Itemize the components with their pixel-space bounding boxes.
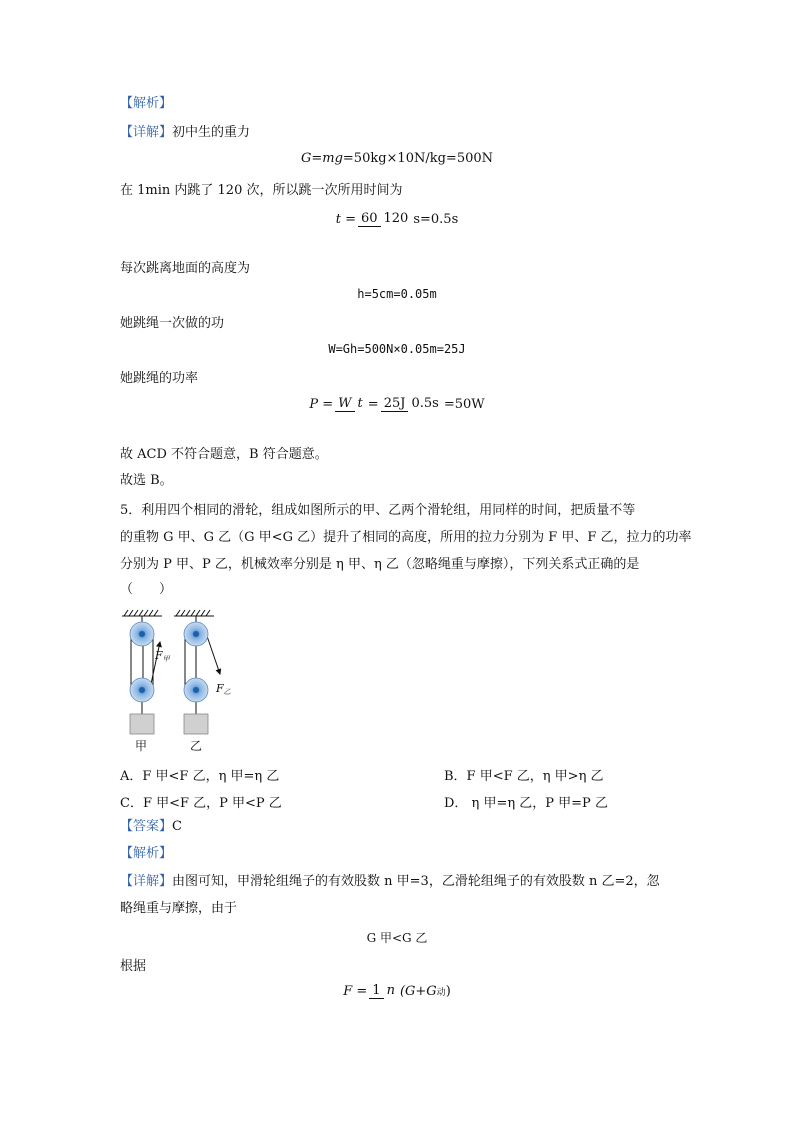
text-line-height: 每次跳离地面的高度为 [120, 261, 251, 276]
numerator: 60 [358, 211, 381, 227]
eq-lhs: G=mg [300, 151, 343, 166]
label-left: 甲 [135, 739, 148, 753]
option-b[interactable]: B．F 甲<F 乙，η 甲>η 乙 [444, 769, 604, 784]
denominator: 0.5s [411, 396, 439, 411]
text-line-time: 在 1min 内跳了 120 次，所以跳一次所用时间为 [120, 183, 403, 198]
detail-tag: 【详解】 [120, 125, 173, 140]
equation-power [0, 395, 794, 413]
option-c[interactable]: C．F 甲<F 乙，P 甲<P 乙 [120, 796, 282, 811]
eq-rhs: s=0.5s [413, 211, 459, 227]
equation-g-compare: G 甲<G 乙 [366, 931, 428, 945]
option-d[interactable]: D． η 甲=η 乙，P 甲=P 乙 [444, 796, 608, 811]
fraction-values [381, 395, 442, 413]
question-line-4: （ ） [120, 582, 173, 597]
equation-work: W=Gh=500N×0.05m=25J [328, 342, 466, 356]
fraction-1-n [369, 982, 398, 1000]
eq-rhs: =50W [443, 396, 485, 412]
weight-left [130, 714, 154, 734]
equation-gravity [0, 151, 794, 166]
numerator: W [335, 396, 354, 412]
detail2-text: 由图可知，甲滑轮组绳子的有效股数 n 甲=3，乙滑轮组绳子的有效股数 n 乙=2，忽 [172, 874, 660, 889]
detail-tag-2: 【详解】 [120, 874, 173, 889]
denominator: 120 [383, 211, 409, 226]
detail2-line-2: 略绳重与摩擦，由于 [120, 901, 238, 916]
pulley-figure [118, 604, 248, 754]
force-label-left: F甲 [155, 649, 170, 663]
question-line-1: 5．利用四个相同的滑轮，组成如图所示的甲、乙两个滑轮组，用同样的时间，把质量不等 [120, 503, 636, 518]
equation-force [0, 982, 794, 1000]
text-line-work: 她跳绳一次做的功 [120, 316, 225, 331]
ceiling-left [122, 610, 162, 616]
fraction-w-t [335, 395, 366, 413]
fraction [358, 210, 411, 228]
ceiling-right [174, 610, 214, 616]
force-label-right: F乙 [216, 682, 231, 696]
analysis-heading-2: 【解析】 [120, 846, 173, 861]
question-line-2: 的重物 G 甲、G 乙（G 甲<G 乙）提升了相同的高度，所用的拉力分别为 F 甲、F 乙，拉力的功率 [120, 530, 692, 545]
analysis-heading: 【解析】 [120, 96, 173, 111]
denominator: t [357, 396, 363, 411]
answer-line [120, 818, 182, 836]
eq-subscript: 动 [436, 987, 446, 998]
eq-lhs: t = [335, 211, 356, 227]
numerator: 25J [381, 396, 409, 412]
detail-line-1 [120, 124, 250, 142]
eq-rhs: =50kg×10N/kg=500N [342, 151, 494, 166]
eq-close: ) [445, 983, 451, 999]
detail2-line-1 [120, 873, 660, 891]
detail2-line-3: 根据 [120, 959, 147, 974]
label-right: 乙 [190, 739, 203, 753]
choice-line: 故选 B。 [120, 473, 173, 488]
eq-lhs: P = [309, 396, 334, 412]
question-line-3: 分别为 P 甲、P 乙，机械效率分别是 η 甲、η 乙（忽略绳重与摩擦），下列关系式正确的是 [120, 557, 640, 572]
detail-text: 初中生的重力 [172, 125, 251, 140]
equals-sign: = [367, 396, 379, 412]
eq-rhs: (G+G [399, 983, 437, 999]
text-line-power: 她跳绳的功率 [120, 371, 199, 386]
answer-value: C [172, 819, 182, 834]
equation-time [0, 210, 794, 228]
answer-tag: 【答案】 [120, 819, 173, 834]
equation-height: h=5cm=0.05m [357, 287, 437, 301]
numerator: 1 [369, 983, 383, 999]
conclusion-line: 故 ACD 不符合题意，B 符合题意。 [120, 447, 328, 462]
option-a[interactable]: A．F 甲<F 乙，η 甲=η 乙 [120, 769, 280, 784]
denominator: n [386, 983, 395, 998]
weight-right [184, 714, 208, 734]
eq-lhs: F = [343, 983, 368, 999]
